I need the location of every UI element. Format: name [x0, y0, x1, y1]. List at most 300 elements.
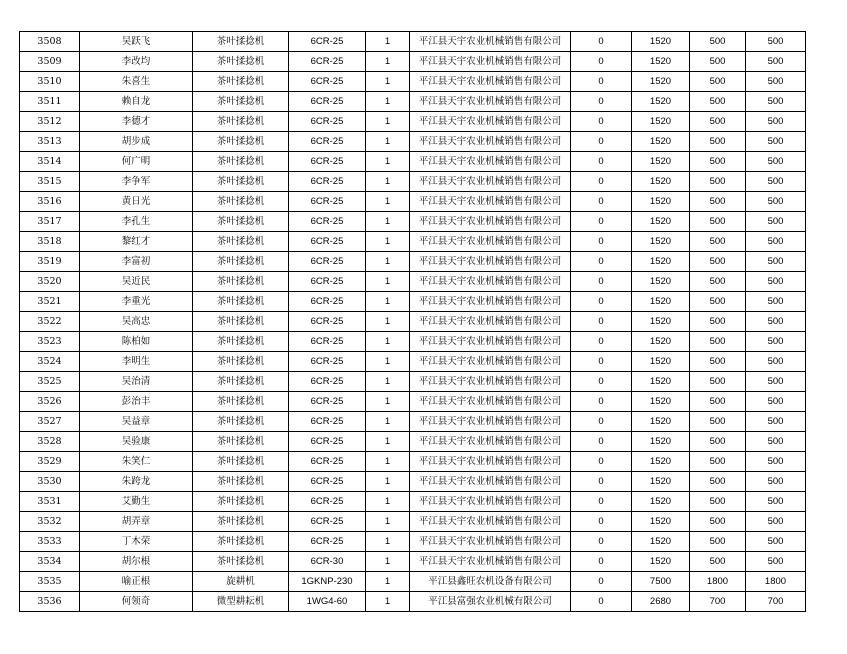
seller-cell: 平江县富强农业机械有限公司	[410, 592, 571, 612]
model-cell: 6CR-25	[289, 292, 366, 312]
table-row	[20, 392, 806, 412]
machine-type-cell: 茶叶揉捻机	[193, 532, 289, 552]
model-cell: 6CR-25	[289, 472, 366, 492]
subsidy-cell: 500	[690, 472, 746, 492]
model-cell: 6CR-30	[289, 552, 366, 572]
seller-cell: 平江县天宇农业机械销售有限公司	[410, 252, 571, 272]
price-cell: 1520	[632, 412, 690, 432]
row-id-cell: 3523	[20, 332, 80, 352]
subsidy-total-cell: 500	[746, 552, 806, 572]
table-row	[20, 432, 806, 452]
subsidy-total-cell: 500	[746, 172, 806, 192]
subsidy-cell: 500	[690, 272, 746, 292]
row-id-cell: 3511	[20, 92, 80, 112]
subsidy-total-cell: 500	[746, 432, 806, 452]
row-id-cell: 3536	[20, 592, 80, 612]
quantity-cell: 1	[366, 132, 410, 152]
table-row	[20, 412, 806, 432]
price-cell: 1520	[632, 192, 690, 212]
seller-cell: 平江县天宇农业机械销售有限公司	[410, 552, 571, 572]
seller-cell: 平江县天宇农业机械销售有限公司	[410, 292, 571, 312]
quantity-cell: 1	[366, 152, 410, 172]
price-cell: 1520	[632, 352, 690, 372]
machine-type-cell: 茶叶揉捻机	[193, 232, 289, 252]
subsidy-cell: 500	[690, 172, 746, 192]
table-row	[20, 552, 806, 572]
price-cell: 1520	[632, 312, 690, 332]
owner-name-cell: 朱喜生	[80, 72, 193, 92]
price-cell: 1520	[632, 532, 690, 552]
subsidy-total-cell: 500	[746, 412, 806, 432]
value-cell: 0	[571, 272, 632, 292]
model-cell: 6CR-25	[289, 132, 366, 152]
seller-cell: 平江县天宇农业机械销售有限公司	[410, 472, 571, 492]
price-cell: 1520	[632, 112, 690, 132]
row-id-cell: 3514	[20, 152, 80, 172]
table-row	[20, 52, 806, 72]
table-row	[20, 32, 806, 52]
subsidy-cell: 500	[690, 432, 746, 452]
owner-name-cell: 胡弄章	[80, 512, 193, 532]
row-id-cell: 3525	[20, 372, 80, 392]
machine-type-cell: 茶叶揉捻机	[193, 452, 289, 472]
subsidy-total-cell: 500	[746, 452, 806, 472]
machine-type-cell: 茶叶揉捻机	[193, 312, 289, 332]
quantity-cell: 1	[366, 452, 410, 472]
value-cell: 0	[571, 152, 632, 172]
owner-name-cell: 彭治丰	[80, 392, 193, 412]
seller-cell: 平江县天宇农业机械销售有限公司	[410, 112, 571, 132]
machine-type-cell: 茶叶揉捻机	[193, 192, 289, 212]
machine-type-cell: 茶叶揉捻机	[193, 272, 289, 292]
owner-name-cell: 李争军	[80, 172, 193, 192]
quantity-cell: 1	[366, 592, 410, 612]
model-cell: 6CR-25	[289, 332, 366, 352]
row-id-cell: 3516	[20, 192, 80, 212]
machine-type-cell: 茶叶揉捻机	[193, 152, 289, 172]
model-cell: 1WG4-60	[289, 592, 366, 612]
owner-name-cell: 朱笑仁	[80, 452, 193, 472]
quantity-cell: 1	[366, 412, 410, 432]
value-cell: 0	[571, 132, 632, 152]
owner-name-cell: 吴验康	[80, 432, 193, 452]
owner-name-cell: 李富初	[80, 252, 193, 272]
model-cell: 6CR-25	[289, 412, 366, 432]
subsidy-cell: 500	[690, 32, 746, 52]
subsidy-total-cell: 500	[746, 472, 806, 492]
seller-cell: 平江县天宇农业机械销售有限公司	[410, 452, 571, 472]
owner-name-cell: 朱跨龙	[80, 472, 193, 492]
subsidy-total-cell: 500	[746, 372, 806, 392]
price-cell: 1520	[632, 132, 690, 152]
price-cell: 2680	[632, 592, 690, 612]
model-cell: 6CR-25	[289, 252, 366, 272]
value-cell: 0	[571, 172, 632, 192]
price-cell: 1520	[632, 252, 690, 272]
seller-cell: 平江县天宇农业机械销售有限公司	[410, 512, 571, 532]
value-cell: 0	[571, 372, 632, 392]
price-cell: 1520	[632, 172, 690, 192]
quantity-cell: 1	[366, 72, 410, 92]
subsidy-total-cell: 700	[746, 592, 806, 612]
table-row	[20, 172, 806, 192]
model-cell: 6CR-25	[289, 372, 366, 392]
machine-type-cell: 茶叶揉捻机	[193, 392, 289, 412]
row-id-cell: 3535	[20, 572, 80, 592]
subsidy-cell: 500	[690, 552, 746, 572]
model-cell: 6CR-25	[289, 272, 366, 292]
machine-type-cell: 茶叶揉捻机	[193, 212, 289, 232]
model-cell: 6CR-25	[289, 212, 366, 232]
quantity-cell: 1	[366, 332, 410, 352]
owner-name-cell: 赖自龙	[80, 92, 193, 112]
seller-cell: 平江县天宇农业机械销售有限公司	[410, 352, 571, 372]
price-cell: 1520	[632, 432, 690, 452]
quantity-cell: 1	[366, 252, 410, 272]
row-id-cell: 3534	[20, 552, 80, 572]
seller-cell: 平江县鑫旺农机设备有限公司	[410, 572, 571, 592]
value-cell: 0	[571, 92, 632, 112]
quantity-cell: 1	[366, 112, 410, 132]
table-row	[20, 372, 806, 392]
subsidy-cell: 500	[690, 192, 746, 212]
value-cell: 0	[571, 352, 632, 372]
row-id-cell: 3508	[20, 32, 80, 52]
row-id-cell: 3522	[20, 312, 80, 332]
owner-name-cell: 李孔生	[80, 212, 193, 232]
seller-cell: 平江县天宇农业机械销售有限公司	[410, 372, 571, 392]
owner-name-cell: 吴跃飞	[80, 32, 193, 52]
price-cell: 1520	[632, 272, 690, 292]
owner-name-cell: 吴近民	[80, 272, 193, 292]
value-cell: 0	[571, 52, 632, 72]
subsidy-cell: 700	[690, 592, 746, 612]
quantity-cell: 1	[366, 272, 410, 292]
subsidy-total-cell: 500	[746, 492, 806, 512]
price-cell: 1520	[632, 152, 690, 172]
subsidy-cell: 500	[690, 52, 746, 72]
quantity-cell: 1	[366, 572, 410, 592]
owner-name-cell: 何领奇	[80, 592, 193, 612]
machine-type-cell: 茶叶揉捻机	[193, 332, 289, 352]
model-cell: 6CR-25	[289, 92, 366, 112]
subsidy-total-cell: 500	[746, 72, 806, 92]
table-row	[20, 572, 806, 592]
owner-name-cell: 李重光	[80, 292, 193, 312]
subsidy-total-cell: 1800	[746, 572, 806, 592]
machine-type-cell: 茶叶揉捻机	[193, 492, 289, 512]
table-row	[20, 592, 806, 612]
model-cell: 6CR-25	[289, 172, 366, 192]
table-row	[20, 492, 806, 512]
price-cell: 1520	[632, 32, 690, 52]
machine-type-cell: 茶叶揉捻机	[193, 552, 289, 572]
subsidy-total-cell: 500	[746, 232, 806, 252]
table-row	[20, 112, 806, 132]
price-cell: 1520	[632, 332, 690, 352]
value-cell: 0	[571, 452, 632, 472]
quantity-cell: 1	[366, 532, 410, 552]
owner-name-cell: 李德才	[80, 112, 193, 132]
subsidy-cell: 500	[690, 492, 746, 512]
subsidy-cell: 500	[690, 92, 746, 112]
row-id-cell: 3526	[20, 392, 80, 412]
value-cell: 0	[571, 292, 632, 312]
machine-type-cell: 茶叶揉捻机	[193, 172, 289, 192]
price-cell: 1520	[632, 232, 690, 252]
subsidy-total-cell: 500	[746, 352, 806, 372]
seller-cell: 平江县天宇农业机械销售有限公司	[410, 52, 571, 72]
model-cell: 1GKNP-230	[289, 572, 366, 592]
machine-type-cell: 茶叶揉捻机	[193, 472, 289, 492]
quantity-cell: 1	[366, 292, 410, 312]
subsidy-cell: 500	[690, 132, 746, 152]
subsidy-total-cell: 500	[746, 52, 806, 72]
value-cell: 0	[571, 212, 632, 232]
model-cell: 6CR-25	[289, 52, 366, 72]
machine-type-cell: 茶叶揉捻机	[193, 432, 289, 452]
subsidy-cell: 500	[690, 232, 746, 252]
model-cell: 6CR-25	[289, 192, 366, 212]
row-id-cell: 3510	[20, 72, 80, 92]
quantity-cell: 1	[366, 212, 410, 232]
row-id-cell: 3524	[20, 352, 80, 372]
table-row	[20, 232, 806, 252]
row-id-cell: 3531	[20, 492, 80, 512]
price-cell: 1520	[632, 212, 690, 232]
row-id-cell: 3517	[20, 212, 80, 232]
row-id-cell: 3519	[20, 252, 80, 272]
machine-type-cell: 茶叶揉捻机	[193, 412, 289, 432]
table-row	[20, 312, 806, 332]
table-row	[20, 512, 806, 532]
row-id-cell: 3528	[20, 432, 80, 452]
table-row	[20, 72, 806, 92]
seller-cell: 平江县天宇农业机械销售有限公司	[410, 192, 571, 212]
seller-cell: 平江县天宇农业机械销售有限公司	[410, 312, 571, 332]
row-id-cell: 3509	[20, 52, 80, 72]
owner-name-cell: 丁木荣	[80, 532, 193, 552]
seller-cell: 平江县天宇农业机械销售有限公司	[410, 152, 571, 172]
subsidy-cell: 500	[690, 352, 746, 372]
machine-type-cell: 茶叶揉捻机	[193, 92, 289, 112]
price-cell: 1520	[632, 292, 690, 312]
price-cell: 1520	[632, 392, 690, 412]
owner-name-cell: 黎红才	[80, 232, 193, 252]
seller-cell: 平江县天宇农业机械销售有限公司	[410, 532, 571, 552]
table-row	[20, 192, 806, 212]
table-row	[20, 452, 806, 472]
row-id-cell: 3513	[20, 132, 80, 152]
seller-cell: 平江县天宇农业机械销售有限公司	[410, 172, 571, 192]
subsidy-cell: 500	[690, 332, 746, 352]
price-cell: 1520	[632, 92, 690, 112]
owner-name-cell: 胡步成	[80, 132, 193, 152]
subsidy-total-cell: 500	[746, 192, 806, 212]
machine-type-cell: 茶叶揉捻机	[193, 512, 289, 532]
owner-name-cell: 喻正根	[80, 572, 193, 592]
machine-type-cell: 茶叶揉捻机	[193, 32, 289, 52]
subsidy-cell: 500	[690, 72, 746, 92]
row-id-cell: 3532	[20, 512, 80, 532]
row-id-cell: 3512	[20, 112, 80, 132]
seller-cell: 平江县天宇农业机械销售有限公司	[410, 232, 571, 252]
seller-cell: 平江县天宇农业机械销售有限公司	[410, 392, 571, 412]
machine-type-cell: 茶叶揉捻机	[193, 132, 289, 152]
machine-type-cell: 茶叶揉捻机	[193, 52, 289, 72]
owner-name-cell: 吴治清	[80, 372, 193, 392]
subsidy-total-cell: 500	[746, 272, 806, 292]
quantity-cell: 1	[366, 432, 410, 452]
subsidy-total-cell: 500	[746, 92, 806, 112]
machine-type-cell: 微型耕耘机	[193, 592, 289, 612]
subsidy-cell: 500	[690, 152, 746, 172]
price-cell: 1520	[632, 372, 690, 392]
seller-cell: 平江县天宇农业机械销售有限公司	[410, 492, 571, 512]
machine-type-cell: 茶叶揉捻机	[193, 252, 289, 272]
machine-type-cell: 茶叶揉捻机	[193, 372, 289, 392]
row-id-cell: 3527	[20, 412, 80, 432]
subsidy-cell: 500	[690, 112, 746, 132]
subsidy-total-cell: 500	[746, 312, 806, 332]
quantity-cell: 1	[366, 352, 410, 372]
machine-type-cell: 茶叶揉捻机	[193, 112, 289, 132]
subsidy-cell: 500	[690, 372, 746, 392]
quantity-cell: 1	[366, 392, 410, 412]
subsidy-cell: 500	[690, 312, 746, 332]
subsidy-total-cell: 500	[746, 292, 806, 312]
price-cell: 1520	[632, 472, 690, 492]
model-cell: 6CR-25	[289, 392, 366, 412]
owner-name-cell: 艾勤生	[80, 492, 193, 512]
value-cell: 0	[571, 392, 632, 412]
model-cell: 6CR-25	[289, 352, 366, 372]
table-row	[20, 532, 806, 552]
subsidy-cell: 500	[690, 292, 746, 312]
subsidy-total-cell: 500	[746, 532, 806, 552]
table-row	[20, 152, 806, 172]
subsidy-total-cell: 500	[746, 252, 806, 272]
value-cell: 0	[571, 512, 632, 532]
seller-cell: 平江县天宇农业机械销售有限公司	[410, 212, 571, 232]
table-row	[20, 352, 806, 372]
owner-name-cell: 胡尔根	[80, 552, 193, 572]
subsidy-cell: 1800	[690, 572, 746, 592]
table-row	[20, 332, 806, 352]
table-row	[20, 472, 806, 492]
subsidy-cell: 500	[690, 452, 746, 472]
model-cell: 6CR-25	[289, 512, 366, 532]
table-row	[20, 252, 806, 272]
subsidy-cell: 500	[690, 532, 746, 552]
machine-type-cell: 茶叶揉捻机	[193, 352, 289, 372]
row-id-cell: 3533	[20, 532, 80, 552]
price-cell: 1520	[632, 52, 690, 72]
value-cell: 0	[571, 72, 632, 92]
seller-cell: 平江县天宇农业机械销售有限公司	[410, 272, 571, 292]
quantity-cell: 1	[366, 52, 410, 72]
price-cell: 1520	[632, 452, 690, 472]
owner-name-cell: 李明生	[80, 352, 193, 372]
subsidy-table	[19, 31, 806, 612]
value-cell: 0	[571, 232, 632, 252]
row-id-cell: 3521	[20, 292, 80, 312]
value-cell: 0	[571, 312, 632, 332]
table-body	[20, 32, 806, 612]
value-cell: 0	[571, 32, 632, 52]
row-id-cell: 3530	[20, 472, 80, 492]
subsidy-cell: 500	[690, 512, 746, 532]
quantity-cell: 1	[366, 32, 410, 52]
model-cell: 6CR-25	[289, 452, 366, 472]
subsidy-total-cell: 500	[746, 32, 806, 52]
model-cell: 6CR-25	[289, 232, 366, 252]
value-cell: 0	[571, 532, 632, 552]
row-id-cell: 3529	[20, 452, 80, 472]
owner-name-cell: 李改均	[80, 52, 193, 72]
quantity-cell: 1	[366, 92, 410, 112]
quantity-cell: 1	[366, 472, 410, 492]
seller-cell: 平江县天宇农业机械销售有限公司	[410, 332, 571, 352]
value-cell: 0	[571, 412, 632, 432]
price-cell: 7500	[632, 572, 690, 592]
quantity-cell: 1	[366, 232, 410, 252]
table-row	[20, 272, 806, 292]
machine-type-cell: 旋耕机	[193, 572, 289, 592]
table-row	[20, 212, 806, 232]
subsidy-total-cell: 500	[746, 392, 806, 412]
seller-cell: 平江县天宇农业机械销售有限公司	[410, 132, 571, 152]
value-cell: 0	[571, 472, 632, 492]
model-cell: 6CR-25	[289, 72, 366, 92]
price-cell: 1520	[632, 552, 690, 572]
subsidy-total-cell: 500	[746, 212, 806, 232]
model-cell: 6CR-25	[289, 112, 366, 132]
quantity-cell: 1	[366, 492, 410, 512]
owner-name-cell: 吴益章	[80, 412, 193, 432]
owner-name-cell: 陈柏如	[80, 332, 193, 352]
seller-cell: 平江县天宇农业机械销售有限公司	[410, 72, 571, 92]
quantity-cell: 1	[366, 552, 410, 572]
value-cell: 0	[571, 252, 632, 272]
owner-name-cell: 何广明	[80, 152, 193, 172]
subsidy-total-cell: 500	[746, 132, 806, 152]
value-cell: 0	[571, 572, 632, 592]
subsidy-cell: 500	[690, 212, 746, 232]
subsidy-cell: 500	[690, 412, 746, 432]
value-cell: 0	[571, 192, 632, 212]
table-row	[20, 132, 806, 152]
subsidy-cell: 500	[690, 252, 746, 272]
subsidy-total-cell: 500	[746, 512, 806, 532]
value-cell: 0	[571, 552, 632, 572]
owner-name-cell: 吴高忠	[80, 312, 193, 332]
value-cell: 0	[571, 112, 632, 132]
model-cell: 6CR-25	[289, 532, 366, 552]
model-cell: 6CR-25	[289, 492, 366, 512]
value-cell: 0	[571, 492, 632, 512]
model-cell: 6CR-25	[289, 432, 366, 452]
row-id-cell: 3515	[20, 172, 80, 192]
quantity-cell: 1	[366, 192, 410, 212]
quantity-cell: 1	[366, 312, 410, 332]
subsidy-total-cell: 500	[746, 152, 806, 172]
machine-type-cell: 茶叶揉捻机	[193, 72, 289, 92]
quantity-cell: 1	[366, 512, 410, 532]
seller-cell: 平江县天宇农业机械销售有限公司	[410, 432, 571, 452]
price-cell: 1520	[632, 492, 690, 512]
price-cell: 1520	[632, 512, 690, 532]
